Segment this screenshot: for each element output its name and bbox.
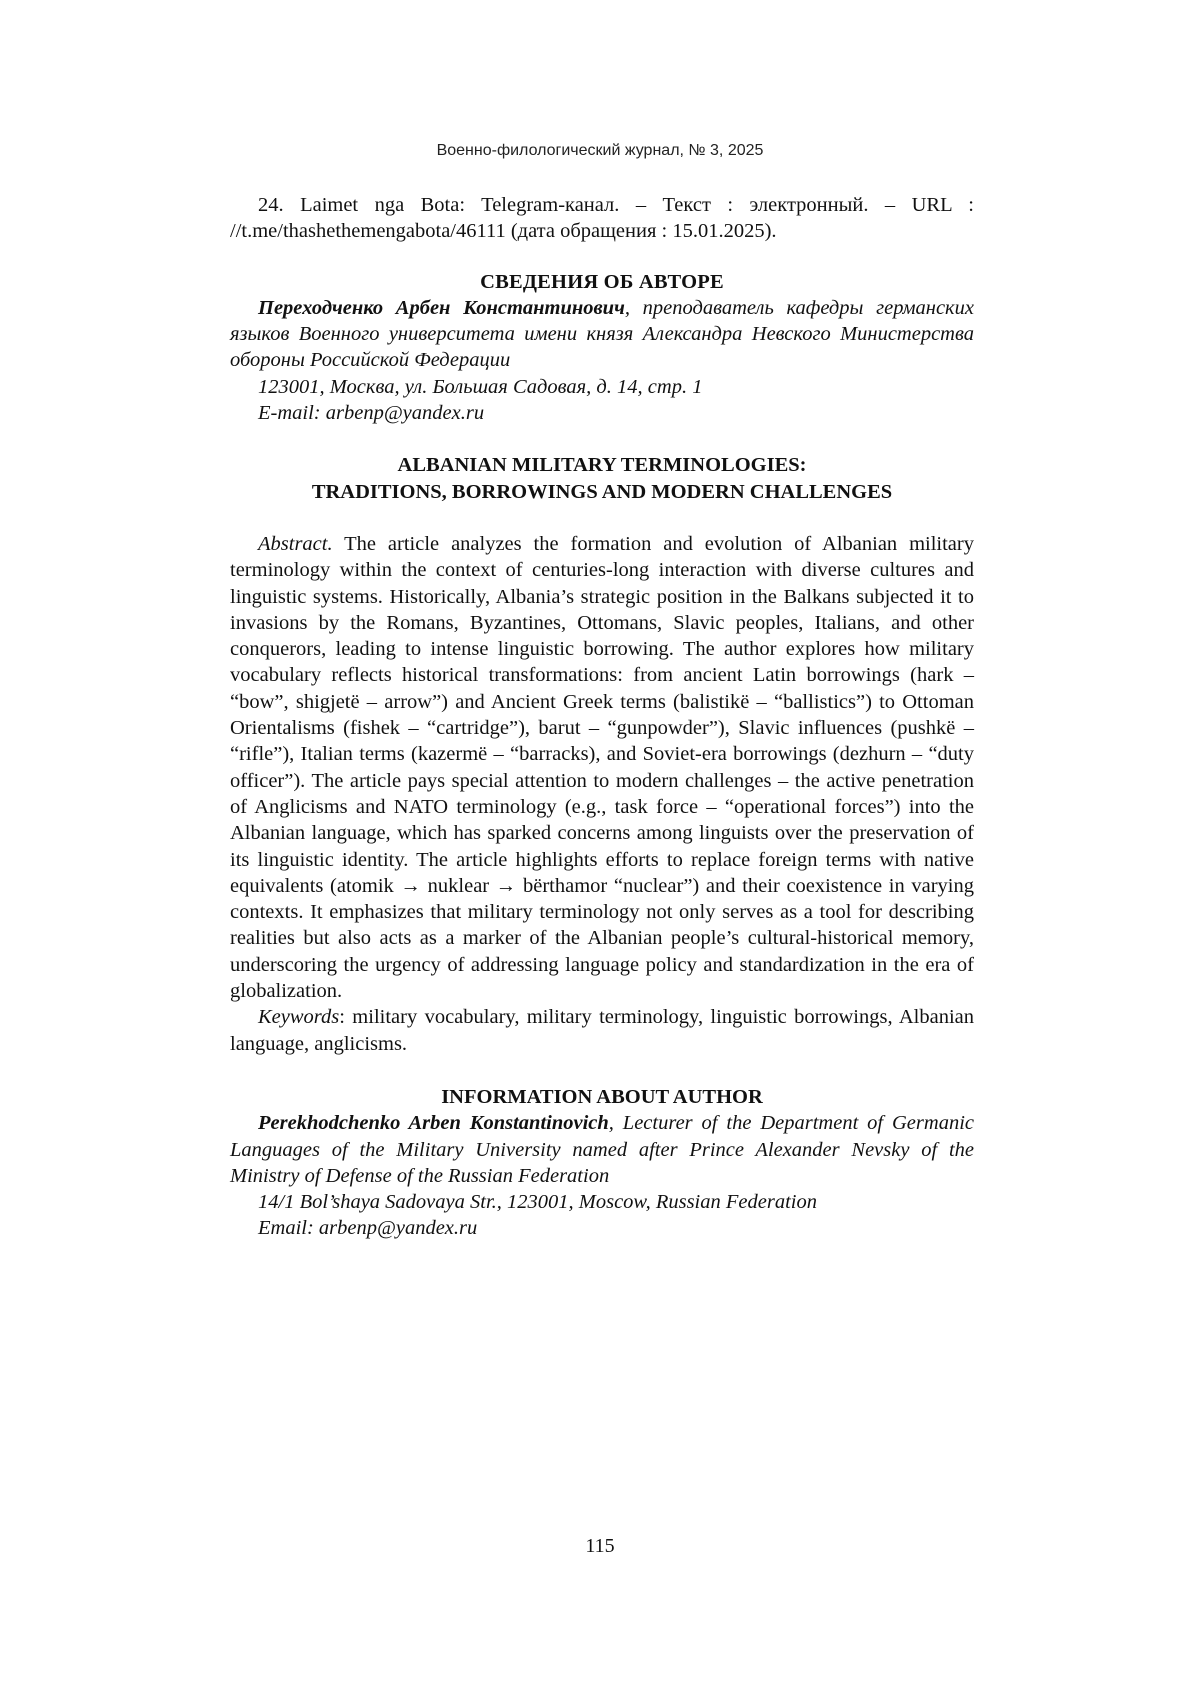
author-info-en [230, 1110, 974, 1189]
keywords [230, 1004, 974, 1057]
page-content [230, 192, 974, 1242]
article-title-line-1: ALBANIAN MILITARY TERMINOLOGIES: [397, 454, 807, 477]
page-number: 115 [585, 1535, 615, 1557]
article-title-line-2: TRADITIONS, BORROWINGS AND MODERN CHALLENGES [311, 480, 893, 503]
author-address-en: 14/1 Bol’shaya Sadovaya Str., 123001, Moscow, Russian Federation [258, 1191, 817, 1214]
author-info-heading-en: INFORMATION ABOUT AUTHOR [441, 1085, 763, 1108]
author-email-en: Email: arbenp@yandex.ru [258, 1217, 478, 1240]
author-affiliation-en: , Lecturer of the Department of Germanic Languages of the Military University named after Prince Alexander Nevsky of the Ministry of Defense of the Russian Federation [230, 1112, 974, 1187]
author-info-heading-ru: СВЕДЕНИЯ ОБ АВТОРЕ [480, 270, 724, 293]
author-name-en: Perekhodchenko Arben Konstantinovich [258, 1112, 609, 1135]
abstract [230, 531, 974, 1004]
keywords-text: : military vocabulary, military terminology, linguistic borrowings, Albanian language, anglicisms. [230, 1006, 974, 1055]
author-email-ru: E-mail: arbenp@yandex.ru [258, 402, 485, 425]
author-info-ru [230, 295, 974, 374]
abstract-label: Abstract. [258, 532, 333, 555]
author-address-ru: 123001, Москва, ул. Большая Садовая, д. 14, стр. 1 [258, 375, 703, 398]
reference-entry: 24. Laimet nga Bota: Telegram-канал. – Текст : электронный. – URL : //t.me/thashethemengabota/46111 (дата обращения : 15.01.2025). [230, 194, 974, 243]
running-head: Военно-филологический журнал, № 3, 2025 [436, 142, 764, 159]
keywords-label: Keywords [258, 1006, 340, 1029]
author-affiliation-ru: , преподаватель кафедры германских языков Военного университета имени князя Александра Невского Министерства обороны Российской Федерации [230, 296, 974, 372]
author-name-ru: Переходченко Арбен Константинович [258, 296, 625, 319]
abstract-text: The article analyzes the formation and evolution of Albanian military terminology within the context of centuries-long interaction with diverse cultures and linguistic systems. Historically, Albania’s strategic position in the Balkans subjected it to invasions by the Romans, Byzantines, Ottomans, Slavic peoples, Italians, and other conquerors, leading to intense linguistic borrowing. The author explores how military vocabulary reflects historical transformations: from ancient Latin borrowings (hark – “bow”, shigjetë – arrow”) and Ancient Greek terms (balistikë – “ballistics”) to Ottoman Orientalisms (fishek – “cartridge”), barut – “gunpowder”), Slavic influences (pushkë – “rifle”), Italian terms (kazermë – “barracks), and Soviet-era borrowings (dezhurn – “duty officer”). The article pays special attention to modern challenges – the active penetration of Anglicisms and NATO terminology (e.g., task force – “operational forces”) into the Albanian language, which has sparked concerns among linguists over the preservation of its linguistic identity. The article highlights efforts to replace foreign terms with native equivalents (atomik → nuklear → bërthamor “nuclear”) and their coexistence in varying contexts. It emphasizes that military terminology not only serves as a tool for describing realities but also acts as a marker of the Albanian people’s cultural-historical memory, underscoring the urgency of addressing language policy and standardization in the era of globalization. [230, 532, 974, 1003]
